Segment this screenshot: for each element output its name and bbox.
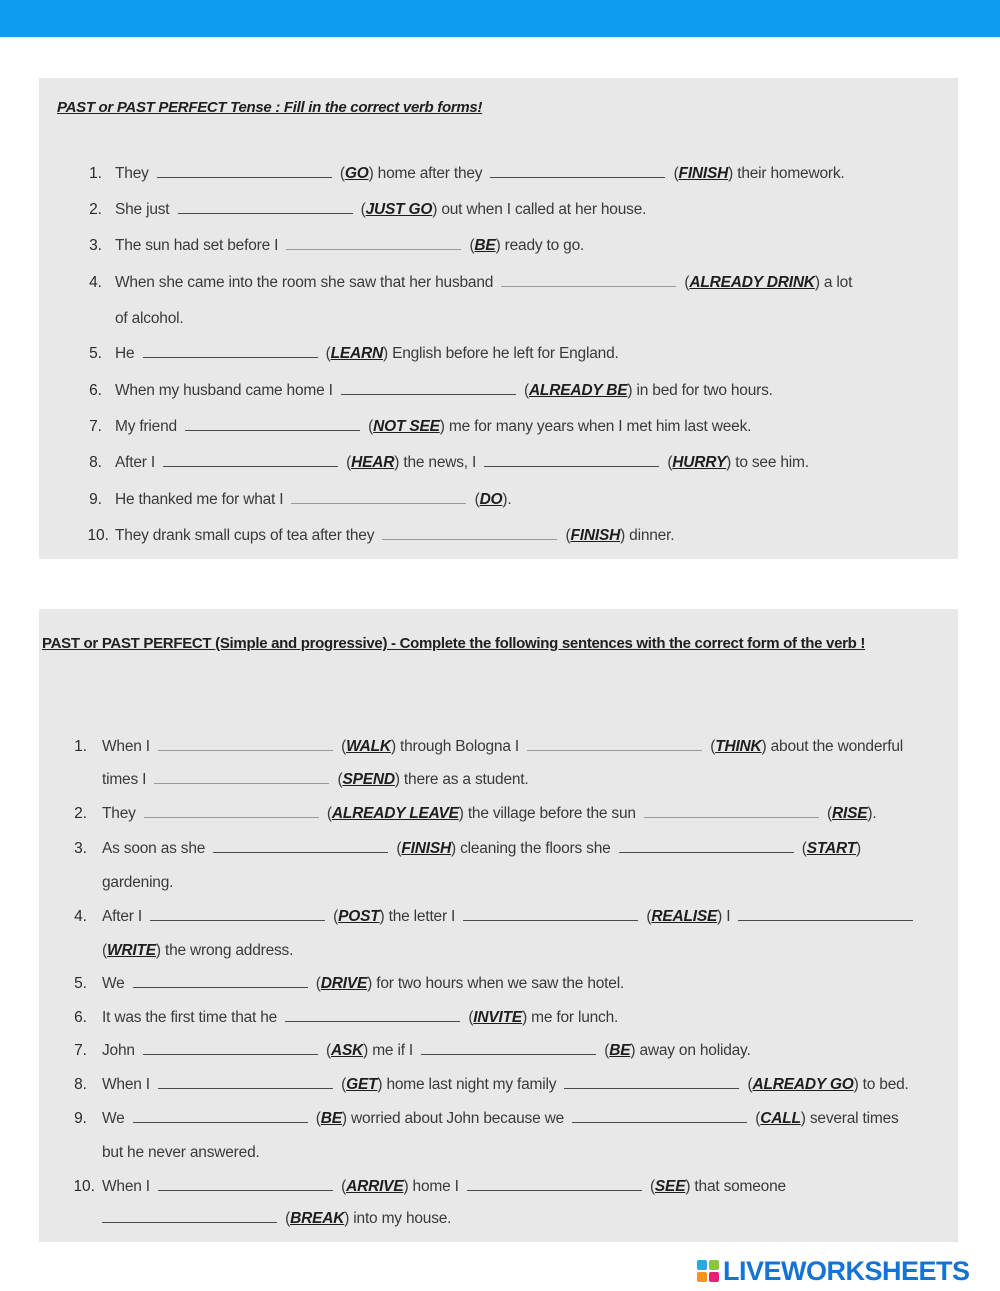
answer-blank[interactable] [467,1189,642,1191]
answer-blank[interactable] [157,176,332,178]
answer-blank[interactable] [178,212,353,214]
verb-prompt: FINISH [401,840,451,857]
answer-blank[interactable] [564,1087,739,1089]
answer-blank[interactable] [291,502,466,504]
verb-prompt: DO [479,491,503,508]
verb-prompt: ALREADY BE [528,382,628,399]
answer-blank[interactable] [133,1121,308,1123]
verb-prompt: DRIVE [320,975,368,992]
verb-prompt: SEE [654,1178,686,1195]
verb-prompt: ASK [331,1042,364,1059]
verb-prompt: BE [474,237,496,254]
answer-blank[interactable] [143,356,318,358]
verb-prompt: WALK [346,738,391,755]
answer-blank[interactable] [158,1087,333,1089]
verb-prompt: HURRY [672,454,727,471]
verb-prompt: ALREADY LEAVE [331,805,459,822]
verb-prompt: ALREADY DRINK [689,274,815,291]
verb-prompt: POST [338,908,380,925]
exercise-1-title: PAST or PAST PERFECT Tense : Fill in the correct verb forms! [57,99,483,116]
verb-prompt: ALREADY GO [752,1076,854,1093]
worksheet-exercise-1: PAST or PAST PERFECT Tense : Fill in the correct verb forms! 1. They (GO) home after they (FINISH) their homework. 2. She just (JUST GO) out when I called at her house. 3. The sun had set before I (BE) ready to go. 4. When she came into the room she saw that her husband (ALREADY DRINK) a lot of alcohol. 5. He (LEARN) English before he left for England. 6. When my husband came home I (ALREADY BE) in bed for two hours. 7. My friend (NOT SEE) me for many years when I met him last week. 8. After I (HEAR) the news, I (HURRY) to see him. 9. He thanked me for what I (DO). 10. They drank small cups of tea after they (FINISH) dinner. [39,78,958,559]
answer-blank[interactable] [738,919,913,921]
verb-prompt: LEARN [330,345,383,362]
answer-blank[interactable] [150,919,325,921]
verb-prompt: ARRIVE [346,1178,404,1195]
verb-prompt: SPEND [342,771,395,788]
answer-blank[interactable] [163,465,338,467]
top-banner [0,0,1000,37]
answer-blank[interactable] [572,1121,747,1123]
answer-blank[interactable] [285,1020,460,1022]
answer-blank[interactable] [154,782,329,784]
answer-blank[interactable] [144,816,319,818]
answer-blank[interactable] [463,919,638,921]
verb-prompt: RISE [832,805,868,822]
answer-blank[interactable] [501,285,676,287]
logo-blocks-icon [697,1260,719,1282]
verb-prompt: WRITE [106,942,156,959]
verb-prompt: REALISE [651,908,718,925]
answer-blank[interactable] [490,176,665,178]
answer-blank[interactable] [158,749,333,751]
answer-blank[interactable] [102,1221,277,1223]
verb-prompt: HEAR [351,454,395,471]
answer-blank[interactable] [185,429,360,431]
verb-prompt: THINK [715,738,762,755]
verb-prompt: CALL [760,1110,801,1127]
answer-blank[interactable] [286,248,461,250]
verb-prompt: BE [609,1042,631,1059]
verb-prompt: GO [344,165,369,182]
answer-blank[interactable] [527,749,702,751]
answer-blank[interactable] [213,851,388,853]
answer-blank[interactable] [143,1053,318,1055]
verb-prompt: FINISH [678,165,729,182]
verb-prompt: BE [320,1110,342,1127]
liveworksheets-logo [697,1256,970,1286]
verb-prompt: START [806,840,856,857]
answer-blank[interactable] [382,538,557,540]
answer-blank[interactable] [484,465,659,467]
answer-blank[interactable] [421,1053,596,1055]
answer-blank[interactable] [158,1189,333,1191]
answer-blank[interactable] [619,851,794,853]
answer-blank[interactable] [644,816,819,818]
answer-blank[interactable] [341,393,516,395]
logo-text: LIVEWORKSHEETS [723,1255,970,1286]
answer-blank[interactable] [133,986,308,988]
verb-prompt: NOT SEE [373,418,440,435]
verb-prompt: JUST GO [365,201,433,218]
verb-prompt: FINISH [570,527,621,544]
verb-prompt: INVITE [473,1009,523,1026]
exercise-2-title: PAST or PAST PERFECT (Simple and progressive) - Complete the following sentences with the correct form of the verb ! [42,635,866,652]
verb-prompt: BREAK [290,1210,345,1227]
worksheet-exercise-2: PAST or PAST PERFECT (Simple and progressive) - Complete the following sentences with the correct form of the verb ! 1. When I (WALK) through Bologna I (THINK) about the wonderful times I (SPEND) there as a student. 2. They (ALREADY LEAVE) the village before the sun (RISE). 3. As soon as she (FINISH) cleaning the floors she (START) gardening. 4. After I (POST) the letter I (REALISE) I (WRITE) the wrong address. 5. We (DRIVE) for two hours when we saw the hotel. 6. It was the first time that he (INVITE) me for lunch. 7. John (ASK) me if I (BE) away on holiday. 8. When I (GET) home last night my family (ALREADY GO) to bed. 9. We (BE) worried about John because we (CALL) several times but he never answered. 10. When I (ARRIVE) home I (SEE) that someone (BREAK) into my house. [39,609,958,1242]
verb-prompt: GET [346,1076,378,1093]
